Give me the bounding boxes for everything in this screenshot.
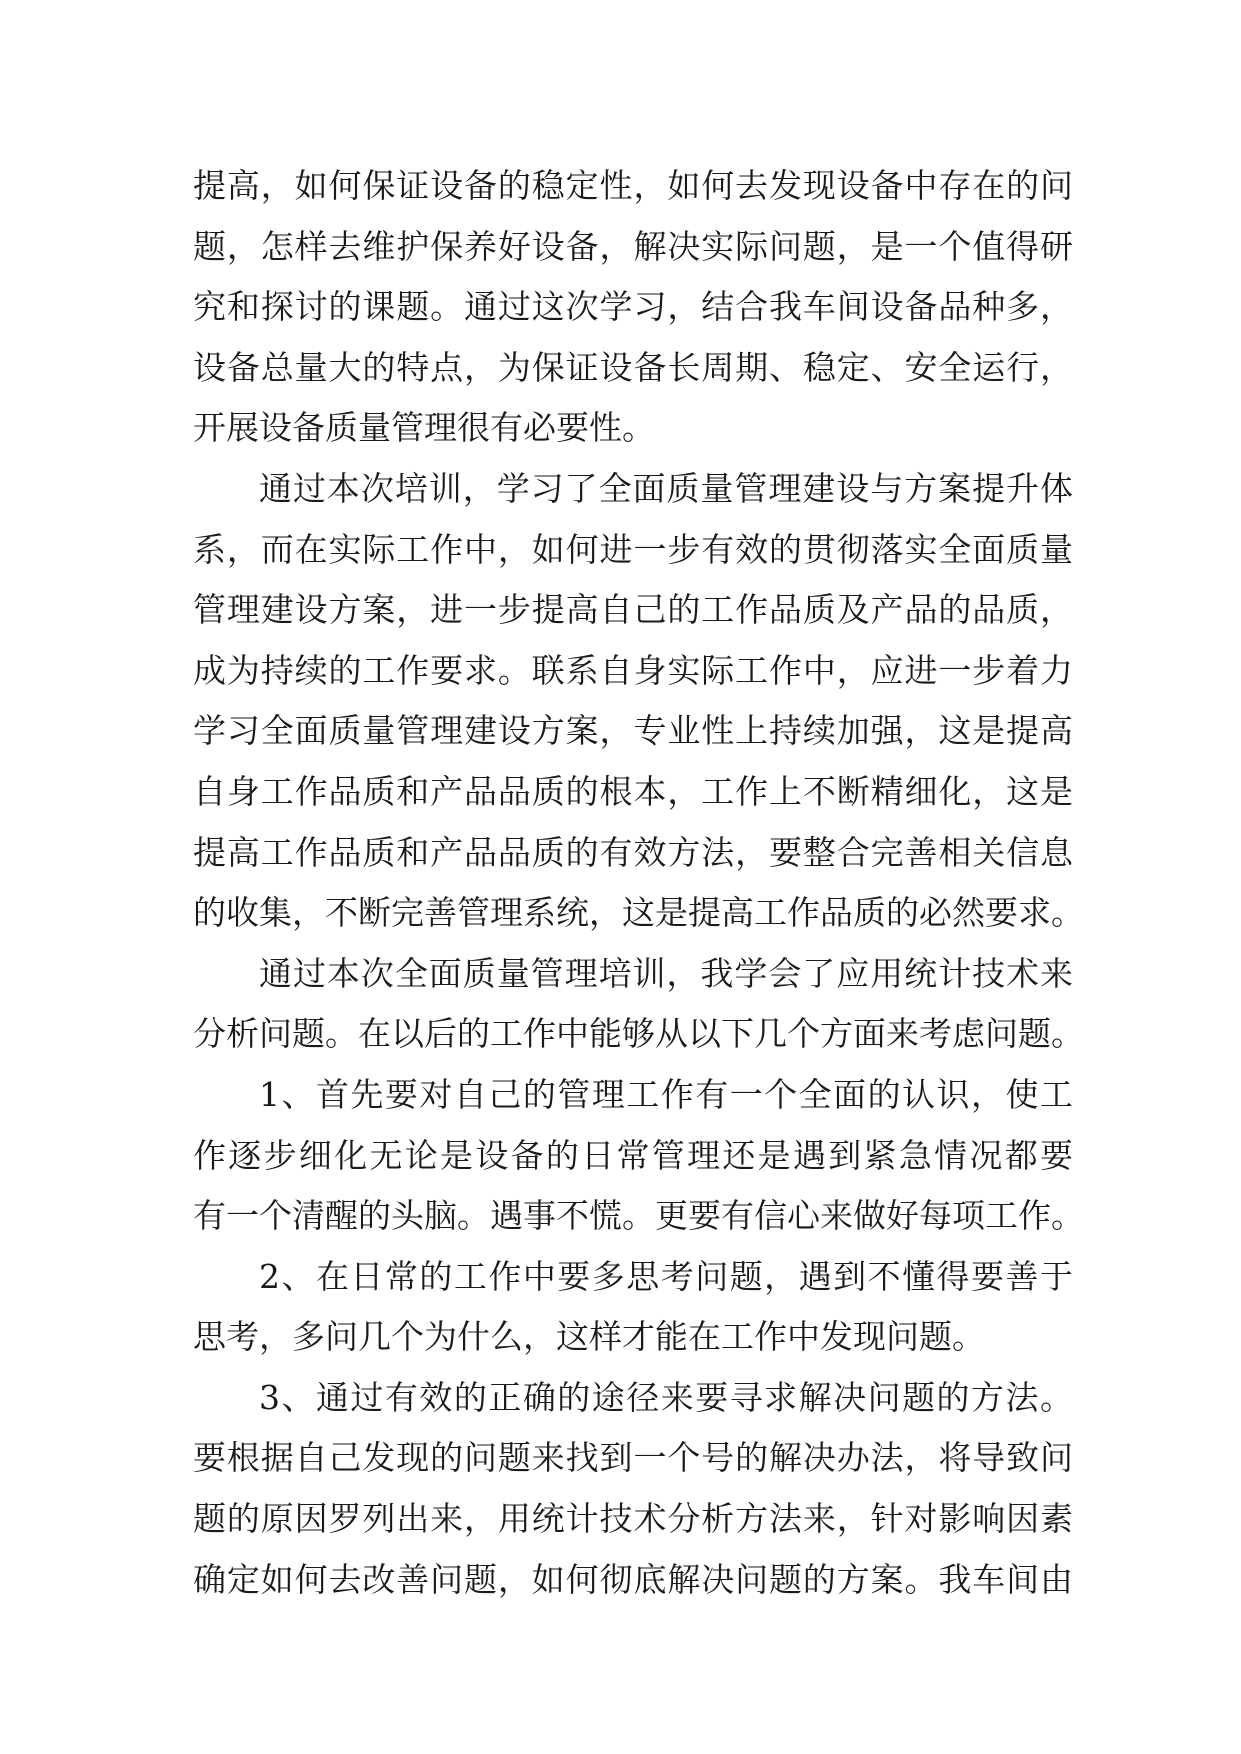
text-line: 有一个清醒的头脑。遇事不慌。更要有信心来做好每项工作。 [193, 1196, 1084, 1236]
text-line: 确定如何去改善问题，如何彻底解决问题的方案。我车间由 [193, 1559, 1073, 1599]
text-line: 提高工作品质和产品品质的有效方法，要整合完善相关信息 [193, 832, 1073, 872]
text-line: 究和探讨的课题。通过这次学习，结合我车间设备品种多， [193, 287, 1073, 327]
text-line: 分析问题。在以后的工作中能够从以下几个方面来考虑问题。 [193, 1014, 1084, 1054]
text-line: 题，怎样去维护保养好设备，解决实际问题，是一个值得研 [193, 226, 1073, 266]
text-line: 自身工作品质和产品品质的根本，工作上不断精细化，这是 [193, 771, 1073, 811]
list-item-3: 3、通过有效的正确的途径来要寻求解决问题的方法。 [259, 1377, 1073, 1417]
text-line: 的收集，不断完善管理系统，这是提高工作品质的必然要求。 [193, 893, 1084, 933]
text-line: 提高，如何保证设备的稳定性，如何去发现设备中存在的问 [193, 166, 1073, 205]
text-line: 开展设备质量管理很有必要性。 [193, 408, 655, 448]
text-line: 思考，多问几个为什么，这样才能在工作中发现问题。 [193, 1317, 985, 1357]
text-line: 设备总量大的特点，为保证设备长周期、稳定、安全运行， [193, 347, 1073, 387]
paragraph-first-line: 通过本次全面质量管理培训，我学会了应用统计技术来 [259, 953, 1073, 993]
list-item-2: 2、在日常的工作中要多思考问题，遇到不懂得要善于 [259, 1256, 1073, 1296]
text-line: 要根据自己发现的问题来找到一个号的解决办法，将导致问 [193, 1438, 1073, 1478]
text-line: 学习全面质量管理建设方案，专业性上持续加强，这是提高 [193, 711, 1073, 751]
body-text [193, 156, 1084, 1610]
text-line: 管理建设方案，进一步提高自己的工作品质及产品的品质， [193, 590, 1073, 630]
text-line: 成为持续的工作要求。联系自身实际工作中，应进一步着力 [193, 650, 1073, 690]
text-line: 系，而在实际工作中，如何进一步有效的贯彻落实全面质量 [193, 529, 1073, 569]
paragraph-first-line: 通过本次培训，学习了全面质量管理建设与方案提升体 [259, 468, 1073, 508]
text-line: 作逐步细化无论是设备的日常管理还是遇到紧急情况都要 [193, 1135, 1073, 1175]
text-line: 题的原因罗列出来，用统计技术分析方法来，针对影响因素 [193, 1499, 1073, 1539]
list-item-1: 1、首先要对自己的管理工作有一个全面的认识，使工 [259, 1074, 1073, 1114]
